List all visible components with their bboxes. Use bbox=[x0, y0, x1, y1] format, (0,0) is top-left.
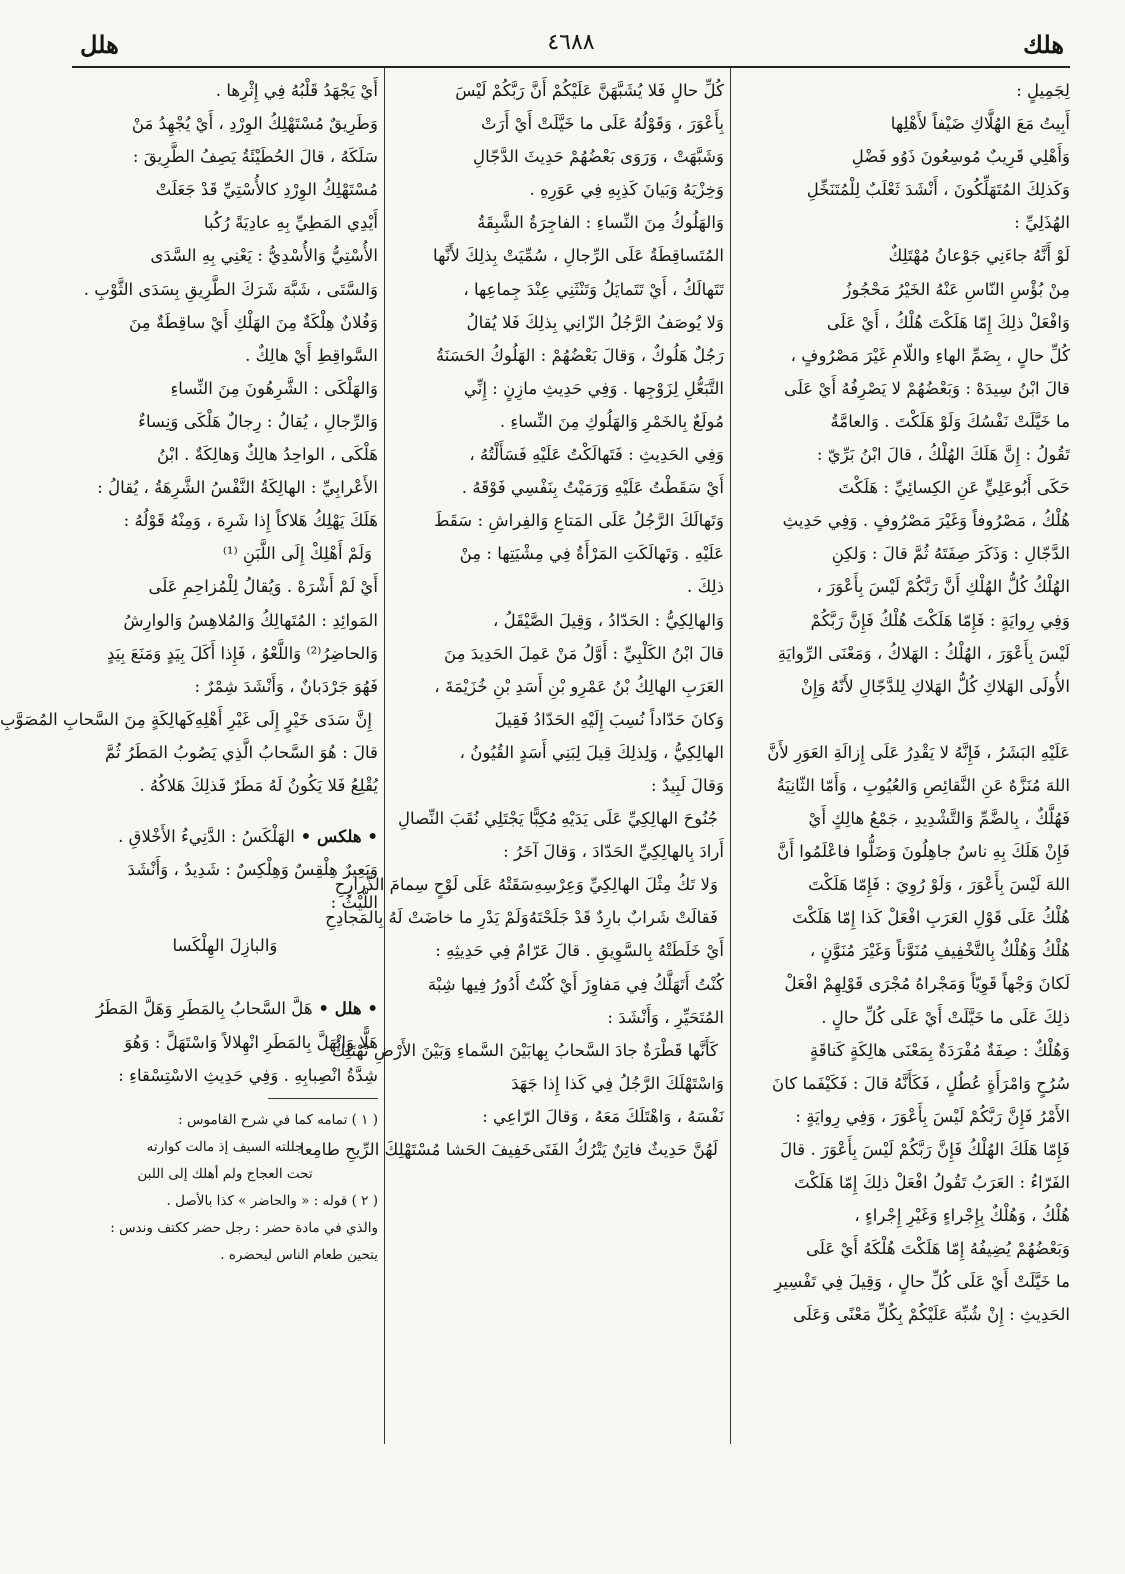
text-line: أَرادَ بِالهالِكِيِّ الحَدّادَ ، وَقالَ آخَرُ : bbox=[503, 842, 724, 862]
text-line: وَتَهالَكَ الرَّجُلُ عَلَى المَتاعِ وَالفِراشِ : سَقَطَ bbox=[434, 511, 724, 531]
text-line: رَجُلٌ هَلُوكٌ ، وَقالَ بَعْضُهُمْ : الهَلُوكُ الحَسَنَةُ bbox=[435, 345, 724, 365]
text-line: وَفُلانٌ هِلْكَةٌ مِنَ الهَلْكِ أَيْ ساقِطَةٌ مِنَ bbox=[129, 312, 378, 332]
text-line: عَلَيْهِ . وَتَهالَكَتِ المَرْأَةُ فِي مِشْيَتِها : مِنْ bbox=[459, 544, 724, 564]
text-line: قالَ : هُوَ السَّحابُ الَّذِي يَصُوبُ المَطَرُ ثُمَّ bbox=[105, 742, 378, 762]
verse-line bbox=[331, 1034, 724, 1067]
text-line: الهالِكِيُّ ، وَلِذلِكَ قِيلَ لِبَنِي أَسَدٍ القُيُونُ ، bbox=[459, 742, 724, 762]
verse-line: وَالبازِلَ الهِلْكَسا bbox=[172, 936, 278, 956]
hemistich: تحت العجاج ولم أهلك إلى اللبن bbox=[137, 1165, 313, 1182]
hemistich: كَأَنَّها قَطْرَةٌ جادَ السَّحابُ بِها bbox=[531, 1040, 718, 1060]
text-line: أَيْ يَجْهَدُ قَلْبُهُ فِي إِثْرِها . bbox=[215, 81, 378, 100]
hemistich: لَهُنَّ حَدِيثٌ فاتِنٌ يَتْرُكُ الفَتَى bbox=[532, 1140, 718, 1159]
text-line: ذلِكَ . bbox=[687, 577, 724, 597]
hemistich: سَقَتْهُ عَلَى لَوْحٍ سِمامَ الذَّرارِحِ bbox=[334, 875, 535, 895]
text-line: اللَّيْثُ : bbox=[330, 893, 378, 913]
hemistich: جللته السيف إذ مالت كوارته bbox=[146, 1138, 304, 1155]
text-line: أَيْ لَمْ أَشْرَهْ . وَيُقالُ لِلْمُزاحِمِ عَلَى bbox=[148, 577, 378, 597]
text-line: وَالحاضِرُ⁽²⁾ وَاللَّعْوُ ، فَإِذا أَكَلَ بِيَدٍ وَمَنَعَ بِيَدٍ bbox=[106, 643, 378, 663]
text-line: هُلْكُ وَهُلْكٌ بِالتَّخْفِيفِ مُنَوَّناً وَغَيْرَ مُنَوَّنٍ ، bbox=[809, 941, 1070, 961]
text-line: فَإِنْ هَلَكَ بِهِ ناسٌ جاهِلُونَ وَضَلُّوا فاعْلَمُوا أَنَّ bbox=[777, 842, 1070, 862]
text-line: تَتَهالَكُ ، أَيْ تَتَمايَلُ وَتَنْثَنِي عِنْدَ جِماعِها ، bbox=[463, 279, 724, 299]
verse-line bbox=[72, 537, 378, 570]
footnote-line: ( ١ ) تمامه كما في شرح القاموس : bbox=[178, 1111, 378, 1128]
footnote-line: يتحين طعام الناس ليحضره . bbox=[220, 1246, 378, 1263]
text-line: يُقْلِعُ فَلا يَكُونُ لَهُ مَطَرٌ فَذلِكَ هَلاكُهُ . bbox=[139, 775, 378, 795]
entry-headword: • هلل • bbox=[312, 998, 378, 1019]
running-head-right: هلك bbox=[1023, 30, 1064, 59]
text-line: هَلًّا وَانْهَلَّ بِالمَطَرِ انْهِلالاً وَاسْتَهَلَّ : وَهُوَ bbox=[124, 1032, 378, 1052]
text-line: أَيْ سَقَطْتُ عَلَيْهِ وَرَمَيْتُ بِنَفْسِي فَوْقَهُ . bbox=[461, 478, 724, 498]
text-line: وَفِي الحَدِيثِ : فَتَهالَكْتُ عَلَيْهِ فَسَأَلْتُهُ ، bbox=[469, 445, 724, 465]
text-line: مِنْ بُؤْسِ النّاسِ عَنْهُ الخَيْرُ مَحْجُوزُ bbox=[843, 279, 1070, 299]
text-line: أَيْ خَلَطَتْهُ بِالسَّوِيقِ . قالَ عَرّامٌ فِي حَدِيثِهِ : bbox=[435, 941, 724, 961]
text-line: الأَعْرابِيِّ : الهالِكَةُ النَّفْسُ الشَّرِهَةُ ، يُقالُ : bbox=[97, 478, 378, 498]
hemistich: كَهالِكَةٍ مِنَ السَّحابِ المُصَوَّبِ bbox=[0, 709, 195, 729]
page-header bbox=[72, 26, 1070, 68]
hemistich: بَيْنَ السَّماءِ وَبَيْنَ الأَرْضِ تَهْتَلِكُ bbox=[331, 1040, 532, 1060]
text-line: لَيْسَ بِأَعْوَرَ ، الهُلْكُ : الهَلاكُ ، وَمَعْنَى الرِّوايَةِ bbox=[777, 643, 1070, 663]
text-line: أَبِيتُ مَعَ الهُلَّاكِ ضَيْفاً لأَهْلِها bbox=[890, 114, 1070, 134]
spacer bbox=[72, 962, 378, 992]
text-line: لَكانَ وَجْهاً قَوِيّاً وَمَجْراهُ مُجْرَى قَوْلِهِمْ افْعَلْ bbox=[784, 974, 1070, 994]
page-number: ٤٦٨٨ bbox=[547, 30, 595, 55]
text-line: مُسْتَهْلِكُ الوِرْدِ كالأُسْتِيِّ قَدْ جَعَلَتْ bbox=[155, 180, 378, 200]
text-line: وَالهَلْكَى : الشَّرِهُونَ مِنَ النِّساءِ bbox=[170, 378, 378, 398]
text-line: الحَدِيثِ : إِنْ شُبِّهَ عَلَيْكُمْ بِكُلِّ مَعْنًى وَعَلَى bbox=[792, 1305, 1070, 1325]
text-line: كُلِّ حالٍ ، بِضَمِّ الهاءِ واللّامِ غَيْرَ مَصْرُوفٍ ، bbox=[790, 345, 1070, 365]
column-rule bbox=[384, 68, 385, 1444]
text-line: وَبَعْضُهُمْ يُضِيفُهُ إِمّا هَلَكْتَ هُلْكَهُ أَيْ عَلَى bbox=[805, 1239, 1070, 1259]
hemistich: مُكِبًّا يَجْتَلِي نُقَبَ النِّصالِ bbox=[398, 809, 558, 829]
text-line: شِدَّةُ انْصِبابِهِ . وَفِي حَدِيثِ الاسْتِسْقاءِ : bbox=[118, 1065, 378, 1085]
text-line: قالَ ابْنُ الكَلْبِيِّ : أَوَّلُ مَنْ عَمِلَ الحَدِيدَ مِنَ bbox=[443, 643, 724, 663]
text-line: هُلْكُ عَلَى قَوْلِ العَرَبِ افْعَلْ كَذا إِمّا هَلَكْتَ bbox=[792, 908, 1070, 928]
text-line: وَقالَ لَبِيدٌ : bbox=[651, 775, 724, 795]
text-line: العَرَبِ الهالِكُ بْنُ عَمْرِو بْنِ أَسَدِ بْنِ خُزَيْمَةَ ، bbox=[434, 676, 724, 696]
column-rule bbox=[730, 68, 731, 1444]
text-line: بِأَعْوَرَ ، وَقَوْلُهُ عَلَى ما خَيَّلَتْ أَيْ أَرَتْ bbox=[481, 114, 724, 134]
text-line: الأُسْتِيُّ وَالأُسْدِيُّ : يَعْنِي بِهِ السَّدَى bbox=[150, 246, 378, 266]
text-line: تَقُولُ : إِنَّ هَلَكَ الهُلْكُ ، قالَ ابْنُ بَرِّيّ : bbox=[816, 445, 1070, 465]
text-line: هُلْكُ ، مَصْرُوفاً وَغَيْرَ مَصْرُوفٍ . وَفِي حَدِيثِ bbox=[782, 511, 1070, 531]
text-line: المَوائِدِ : المُتَهالِكُ وَالمُلاهِسُ وَالوارِشُ bbox=[123, 610, 378, 630]
verse-line bbox=[0, 703, 378, 736]
text-line: وَأَهْلِي قَرِيبٌ مُوسِعُونَ ذَوُو فَضْلِ bbox=[851, 147, 1070, 167]
text-line: حَكَى أَبُوعَلِيٍّ عَنِ الكِسائِيِّ : هَلَكْتَ bbox=[838, 478, 1070, 498]
text-line: المُتَحَيِّرِ ، وَأَنْشَدَ : bbox=[607, 1007, 724, 1027]
text-line: ذلِكَ عَلَى ما خَيَّلَتْ أَيْ عَلَى كُلِّ حالٍ . bbox=[821, 1007, 1070, 1027]
text-columns bbox=[0, 68, 1070, 1444]
verse-line bbox=[299, 1133, 724, 1166]
hemistich: وَلَمْ أَهْلِكْ إِلَى اللَّبَنِ ⁽¹⁾ bbox=[222, 544, 372, 564]
text-line: هَلَكَ يَهْلِكُ هَلاكاً إِذا شَرِهَ ، وَمِنْهُ قَوْلُهُ : bbox=[123, 511, 378, 531]
text-line: وَكانَ حَدّاداً نُسِبَ إِلَيْهِ الحَدّادُ فَقِيلَ bbox=[494, 709, 724, 729]
footnotes bbox=[72, 1107, 378, 1269]
text-line: هَلْكَى ، الواحِدُ هالِكٌ وَهالِكَةٌ . ابْنُ bbox=[157, 445, 378, 465]
text-line: الهُلْكُ كُلُّ الهُلْكِ أَنَّ رَبَّكُمْ لَيْسَ بِأَعْوَرَ ، bbox=[816, 577, 1070, 597]
spacer bbox=[738, 703, 1070, 736]
text-line: السَّواقِطِ أَيْ هالِكٌ . bbox=[245, 345, 378, 365]
text-line: عَلَيْهِ البَشَرُ ، فَإِنَّهُ لا يَقْدِرُ عَلَى إِزالَةِ العَوَرِ لأَنَّ bbox=[767, 742, 1070, 762]
text-line: الأَمْرُ فَإِنَّ رَبَّكُمْ لَيْسَ بِأَعْوَرَ ، وَفِي رِوايَةٍ : bbox=[795, 1106, 1070, 1126]
left-column bbox=[0, 74, 378, 1444]
text-line: فَإِمّا هَلَكَ الهُلْكُ فَإِنَّ رَبَّكُمْ لَيْسَ بِأَعْوَرَ . قالَ bbox=[780, 1139, 1070, 1159]
footnote-verse bbox=[72, 1134, 378, 1161]
text-line: ما خَيَّلَتْ أَيْ عَلَى كُلِّ حالٍ ، وَقِيلَ فِي تَفْسِيرِ bbox=[774, 1272, 1070, 1292]
footnote-line: ( ٢ ) قوله : « والحاضر » كذا بالأصل . bbox=[166, 1192, 378, 1209]
text-line: فَهُوَ جَرْدَبانٌ ، وَأَنْشَدَ شِمْرٌ : bbox=[194, 676, 378, 696]
text-line: هُلْكُ ، وَهُلْكٌ بِإِجْراءٍ وَغَيْرِ إِجْراءٍ ، bbox=[854, 1206, 1070, 1226]
text-line: فَهُلَّكٌ ، بِالضَّمِّ وَالتَّشْدِيدِ ، جَمْعُ هالِكٍ أَيْ bbox=[808, 808, 1070, 828]
text-line: مُولَعٌ بِالخَمْرِ وَالهَلُوكِ مِنَ النِّساءِ . bbox=[499, 411, 724, 431]
text-line: ما خَيَّلَتْ نَفْسُكَ وَلَوْ هَلَكْتَ . وَالعامَّةُ bbox=[830, 411, 1070, 431]
text-line: لَوْ أَنَّهُ جاءَنِي جَوْعانُ مُهْتَلِكٌ bbox=[888, 246, 1070, 266]
text-line: وَخِزْيَهُ وَبَيانَ كَذِبِهِ فِي عَوَرِهِ . bbox=[529, 180, 724, 200]
text-line: أَيْدِي المَطِيِّ بِهِ عادِيَةً رُكُبا bbox=[203, 213, 378, 233]
verse-line bbox=[392, 802, 724, 835]
footnote-line: والذي في مادة حضر : رجل حضر ككتف وندس : bbox=[110, 1219, 378, 1236]
text-line: نَفْسَهُ ، وَاهْتَلَكَ مَعَهُ ، وَقالَ الرّاعِي : bbox=[482, 1106, 724, 1126]
text-line: كُلِّ حالٍ فَلا يُشَبَّهَنَّ عَلَيْكُمْ أَنَّ رَبَّكُمْ لَيْسَ bbox=[455, 81, 724, 100]
text-line: وَطَرِيقٌ مُسْتَهْلِكُ الوِرْدِ ، أَيْ يُجْهِدُ مَنْ bbox=[131, 114, 378, 134]
text-line: وَبَعِيرٌ هِلْقِسٌ وَهِلْكِسٌ : شَدِيدٌ ، وَأَنْشَدَ bbox=[127, 860, 378, 880]
verse-line bbox=[334, 868, 724, 901]
text-line: الهُذَلِيِّ : bbox=[1014, 213, 1070, 233]
hemistich: إِنَّ سَدَى خَيْرٍ إِلَى غَيْرِ أَهْلِهِ bbox=[194, 709, 372, 729]
text-line: سَلَكَهُ ، قالَ الحُطَيْئَةُ يَصِفُ الطَّرِيقَ : bbox=[132, 147, 378, 167]
right-column bbox=[738, 74, 1070, 1444]
entry-headword: • هلكس • bbox=[294, 826, 378, 847]
hemistich: خَفِيفَ الحَشا مُسْتَهْلِكَ الرِّيحِ طامِعا bbox=[299, 1140, 533, 1159]
hemistich: وَلَمْ يَدْرِ ما خاضَتْ لَهُ بِالمَجادِحِ bbox=[325, 908, 529, 928]
text-line: كُنْتُ أَتَهَلَّكُ فِي مَفاوِزَ أَيْ كُنْتُ أَدُورُ فِيها شِبْهَ bbox=[427, 974, 724, 994]
text-line: وَهُلْكٌ : صِفَةٌ مُفْرَدَةٌ بِمَعْنَى هالِكَةٍ كَناقَةٍ bbox=[809, 1040, 1070, 1060]
hemistich: وَلا تَكُ مِثْلَ الهالِكِيِّ وَعِرْسِهِ bbox=[534, 875, 718, 895]
text-line: التَّبَعُّلِ لِزَوْجِها . وَفِي حَدِيثِ مازِنٍ : إِنِّي bbox=[463, 378, 724, 398]
text-line: اللهَ لَيْسَ بِأَعْوَرَ ، وَلَوْ رُوِيَ : فَإِمّا هَلَكْتَ bbox=[808, 875, 1070, 895]
text-line: لِجَمِيلٍ : bbox=[1016, 81, 1070, 100]
text-line: الفَرّاءُ : العَرَبُ تَقُولُ افْعَلْ ذلِكَ إِمّا هَلَكْتَ bbox=[793, 1173, 1070, 1192]
text-line: وَشَبَّهَتْ ، وَرَوَى بَعْضُهُمْ حَدِيثَ الدَّجّالِ bbox=[473, 147, 724, 167]
text-line: وَاسْتَهْلَكَ الرَّجُلُ فِي كَذا إِذا جَهَدَ bbox=[511, 1073, 724, 1093]
running-head-left: هلل bbox=[80, 30, 119, 59]
entry-headword-line bbox=[72, 820, 378, 853]
entry-headword-line bbox=[72, 992, 378, 1025]
text-line: سُرُحٍ وَامْرَأَةٍ عُطُلٍ ، فَكَأَنَّهُ قالَ : فَكَيْفَما كانَ bbox=[772, 1073, 1070, 1093]
text-line: وَالهَلُوكُ مِنَ النِّساءِ : الفاجِرَةُ الشَّبِقَةُ bbox=[477, 213, 724, 233]
text-line: اللهَ مُنَزَّهٌ عَنِ النَّقائِصِ وَالعُيُوبِ ، وَأَمّا الثّانِيَةُ bbox=[776, 775, 1070, 795]
text-line: وَلا يُوصَفُ الرَّجُلُ الزّانِي بِذلِكَ فَلا يُقالُ bbox=[466, 312, 724, 332]
text-line: وَالسَّتَى ، شَبَّهَ شَرَكَ الطَّرِيقِ بِسَدَى الثَّوْبِ . bbox=[83, 279, 378, 299]
footnote-separator bbox=[268, 1098, 378, 1099]
text-line: وَكَذلِكَ المُتَهَلِّكُونَ ، أَنْشَدَ ثَعْلَبٌ لِلْمُتَنَخِّلِ bbox=[806, 180, 1070, 200]
spacer bbox=[72, 802, 378, 820]
entry-text: الهَلْكَسُ : الدَّنِيءُ الأَخْلاقِ . bbox=[118, 827, 295, 847]
hemistich: فَقالَتْ شَرابٌ بارِدٌ قَدْ جَلَحْتَهُ bbox=[528, 908, 718, 928]
text-line: وَفِي رِوايَةٍ : فَإِمّا هَلَكْتَ هُلْكُ فَإِنَّ رَبَّكُمْ bbox=[810, 610, 1070, 630]
hemistich: جُنُوحَ الهالِكِيِّ عَلَى يَدَيْهِ bbox=[561, 809, 718, 829]
text-line: وَالهالِكِيُّ : الحَدّادُ ، وَقِيلَ الصَّيْقَلُ ، bbox=[492, 610, 724, 630]
text-line: المُتَساقِطَةُ عَلَى الرِّجالِ ، سُمِّيَتْ بِذلِكَ لأَنَّها bbox=[433, 246, 724, 266]
entry-text: هَلَّ السَّحابُ بِالمَطَرِ وَهَلَّ المَطَرُ bbox=[95, 999, 313, 1019]
text-line: قالَ ابْنُ سِيدَهْ : وَبَعْضُهُمْ لا يَصْرِفُهُ أَيْ عَلَى bbox=[783, 378, 1070, 398]
text-line: الأُولَى الهَلاكِ كُلُّ الهَلاكِ لِلدَّجّالِ لأَنّهُ وَإِنْ bbox=[800, 676, 1070, 696]
text-line: وَالرِّجالِ ، يُقالُ : رِجالٌ هَلْكَى وَنِساءٌ bbox=[138, 411, 378, 431]
footnote-verse bbox=[72, 1161, 378, 1188]
text-line: وَافْعَلْ ذلِكَ إِمّا هَلَكْتَ هُلْكُ ، أَيْ عَلَى bbox=[826, 312, 1070, 332]
text-line: الدَّجّالِ : وَذَكَرَ صِفَتَهُ ثُمَّ قالَ : وَلكِنِ bbox=[831, 544, 1070, 564]
